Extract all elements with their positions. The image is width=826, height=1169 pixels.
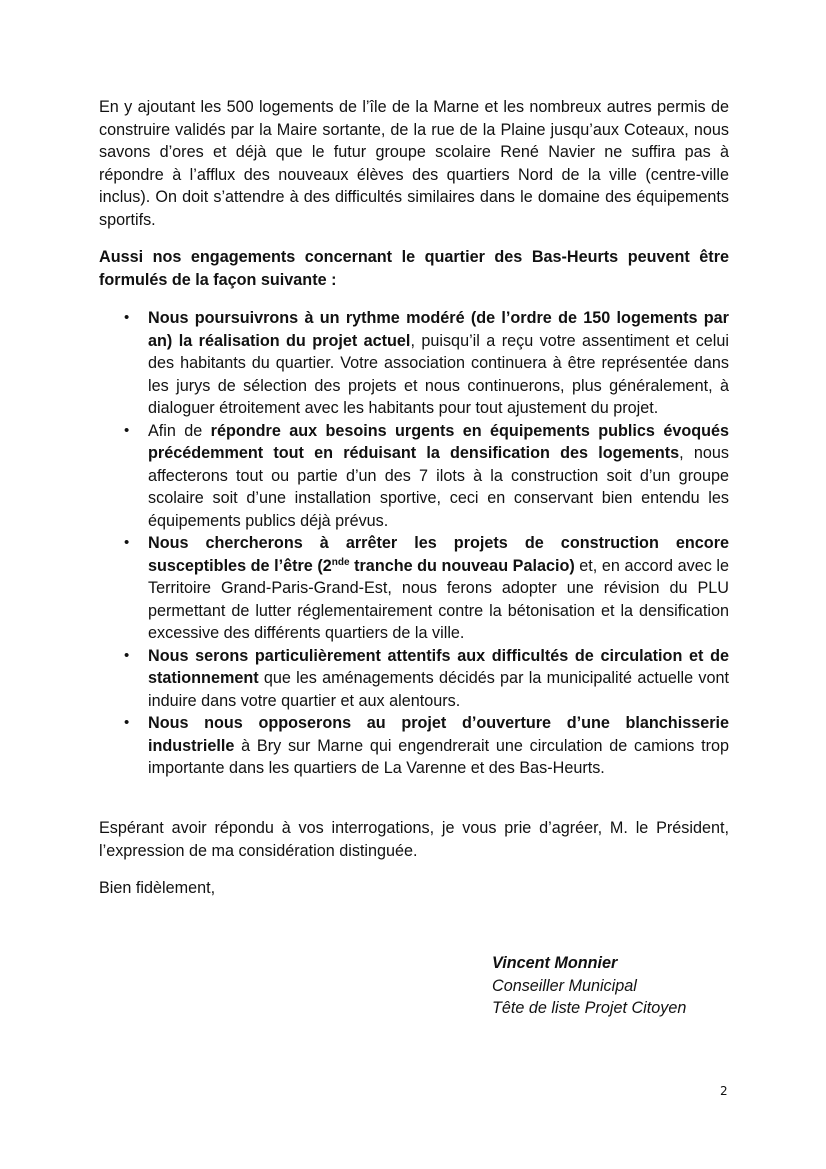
list-item — [123, 645, 729, 713]
bullet-icon: • — [124, 309, 130, 326]
bullet-bold-text: Nous chercherons à arrêter les projets de construction encore susceptibles de l’être (2 — [148, 534, 729, 575]
bullet-bold-text-continued: tranche du nouveau Palacio) — [349, 556, 575, 575]
signatory-role: Conseiller Municipal — [492, 976, 637, 995]
bullet-text: à Bry sur Marne qui engendrerait une circulation de camions trop importante dans les quartiers de La Varenne et des Bas-Heurts. — [148, 736, 729, 777]
bullet-text: , nous affecterons tout ou partie d’un des 7 ilots à la construction soit d’un groupe scolaire soit d’une installation sportive, ceci en conservant bien entendu les équipements publics déjà prévus. — [148, 444, 729, 530]
bullet-icon: • — [124, 421, 130, 439]
list-item — [123, 712, 729, 780]
bullet-lead-text: Afin de — [148, 421, 211, 440]
bullet-icon: • — [124, 646, 130, 664]
engagements-heading: Aussi nos engagements concernant le quartier des Bas-Heurts peuvent être formulés de la façon suivante : — [99, 248, 729, 289]
bullet-bold-text: Nous nous opposerons au projet d’ouverture d’une blanchisserie industrielle — [148, 714, 729, 755]
signatory-name: Vincent Monnier — [492, 954, 618, 972]
ordinal-superscript: nde — [331, 556, 350, 568]
bullet-icon: • — [124, 534, 130, 551]
bullet-text: et, en accord avec le Territoire Grand-Paris-Grand-Est, nous ferons adopter une révision du PLU permettant de lutter réglementairement contre la bétonisation et la densification excessive des différents quartiers de la ville. — [148, 556, 729, 642]
bullet-text: , puisqu’il a reçu votre assentiment et celui des habitants du quartier. Votre association continuera à être représentée dans les jurys de sélection des projets et nous continuerons, plus généralement, à dialoguer étroitement avec les habitants pour tout ajustement du projet. — [148, 331, 729, 417]
bullet-icon: • — [124, 714, 130, 731]
intro-paragraph: En y ajoutant les 500 logements de l’île de la Marne et les nombreux autres permis de construire validés par la Maire sortante, de la rue de la Plaine jusqu’aux Coteaux, nous savons d’ores et déjà que le futur groupe scolaire René Navier ne suffira pas à répondre à l’afflux des nouveaux élèves des quartiers Nord de la ville (centre-ville inclus). On doit s’attendre à des difficultés similaires dans le domaine des équipements sportifs. — [99, 98, 729, 229]
bullet-text: que les aménagements décidés par la municipalité actuelle vont induire dans votre quartier et aux alentours. — [148, 669, 729, 710]
signature-block — [492, 952, 686, 1020]
list-item — [123, 532, 729, 645]
closing-paragraph: Espérant avoir répondu à vos interrogations, je vous prie d’agréer, M. le Président, l’expression de ma considération distinguée. — [99, 819, 729, 860]
signatory-list-title: Tête de liste Projet Citoyen — [492, 999, 687, 1017]
list-item — [123, 307, 729, 420]
bullet-bold-text: Nous serons particulièrement attentifs aux difficultés de circulation et de stationnement — [148, 646, 729, 687]
salutation: Bien fidèlement, — [99, 879, 216, 897]
bullet-bold-text: répondre aux besoins urgents en équipements publics évoqués précédemment tout en réduisant la densification des logements — [148, 421, 729, 462]
engagements-list — [123, 307, 729, 780]
bullet-bold-text: Nous poursuivrons à un rythme modéré (de l’ordre de 150 logements par an) la réalisation du projet actuel — [148, 309, 729, 350]
page-number: 2 — [720, 1084, 728, 1098]
list-item — [123, 420, 729, 533]
